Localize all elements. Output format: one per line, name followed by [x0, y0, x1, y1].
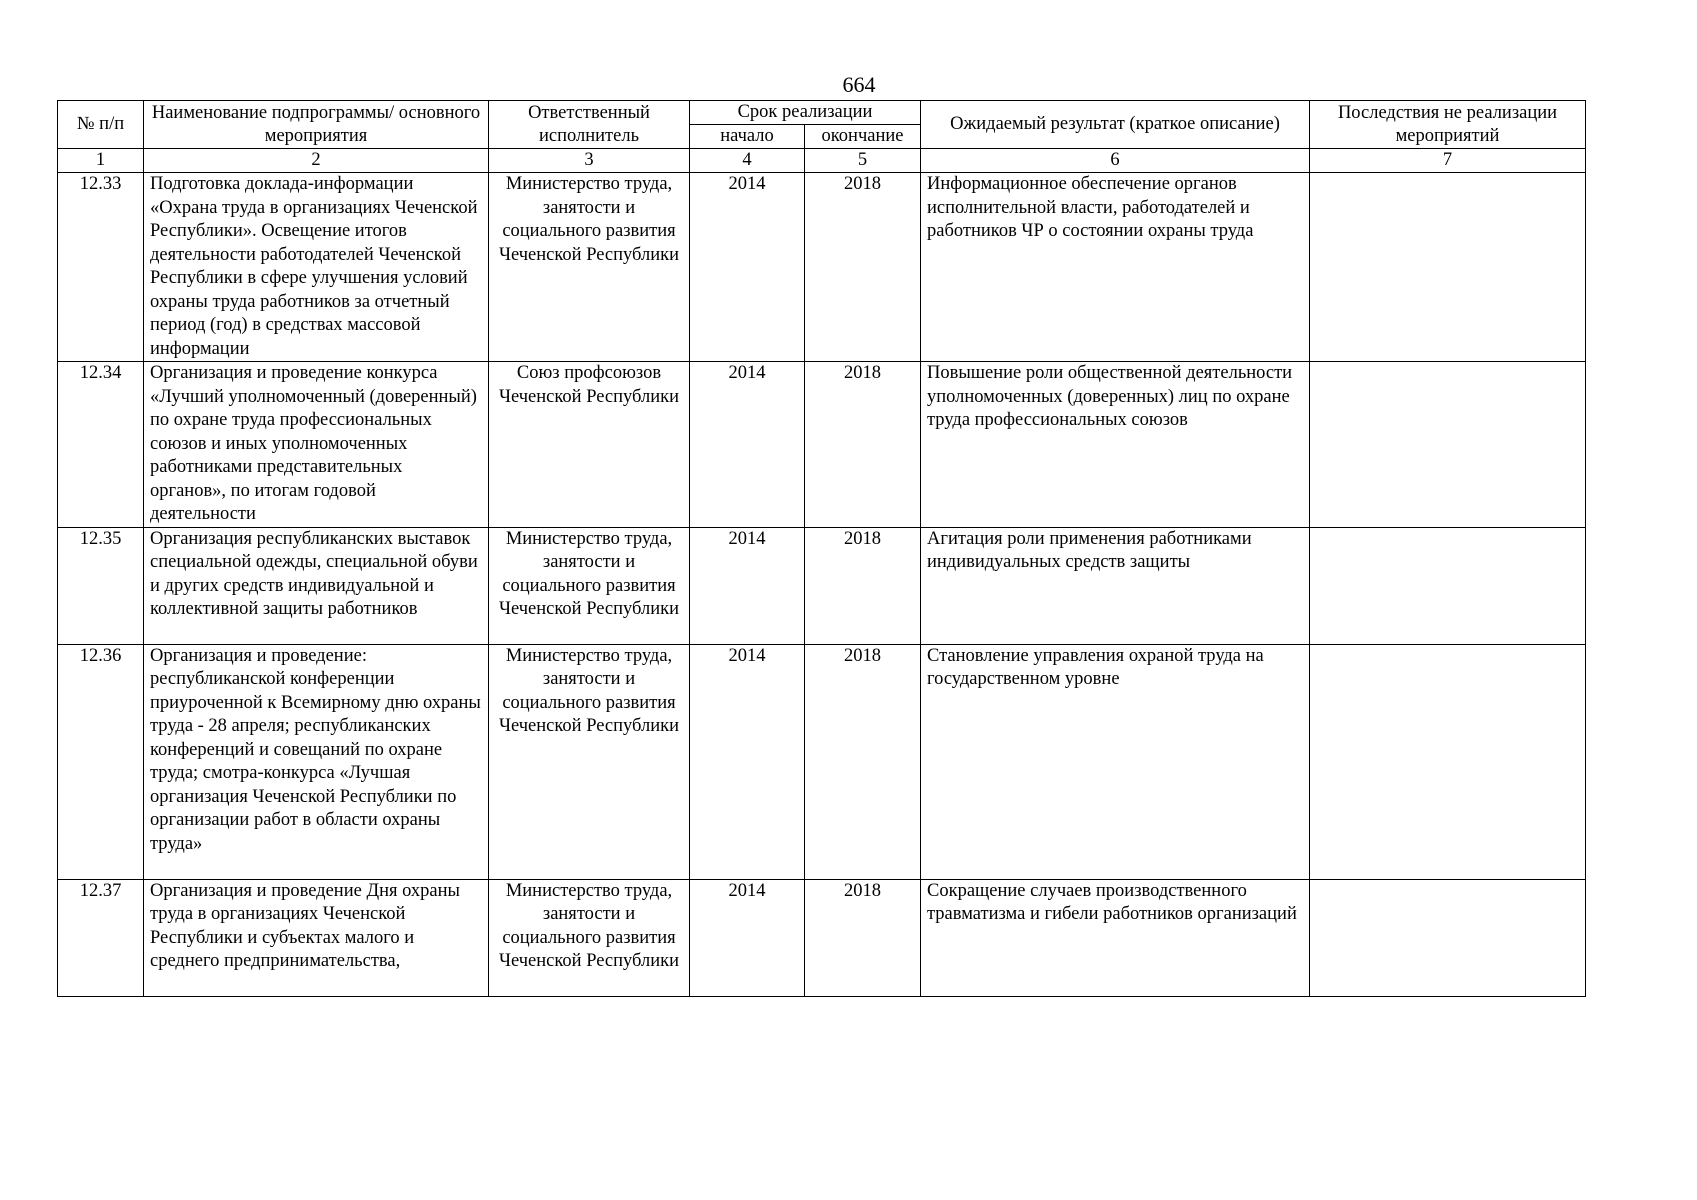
header-executor: Ответственный исполнитель	[489, 101, 690, 149]
measure-name: Подготовка доклада-информации «Охрана труда в организациях Чеченской Республики». Освещение итогов деятельности работодателей Чеченской Республики в сфере улучшения условий охраны труда работников за отчетный период (год) в средствах массовой информации	[144, 173, 489, 362]
column-number: 5	[805, 149, 921, 173]
row-number: 12.34	[58, 362, 144, 528]
end-year: 2018	[805, 362, 921, 528]
end-year: 2018	[805, 527, 921, 644]
header-row-1	[58, 101, 1586, 125]
end-year: 2018	[805, 173, 921, 362]
header-name: Наименование подпрограммы/ основного мероприятия	[144, 101, 489, 149]
start-year: 2014	[690, 362, 805, 528]
table-row	[58, 362, 1586, 528]
start-year: 2014	[690, 879, 805, 996]
consequences	[1310, 173, 1586, 362]
column-number: 7	[1310, 149, 1586, 173]
row-number: 12.36	[58, 644, 144, 879]
executor: Министерство труда, занятости и социального развития Чеченской Республики	[489, 527, 690, 644]
measure-name: Организация и проведение конкурса «Лучший уполномоченный (доверенный) по охране труда профессиональных союзов и иных уполномоченных работниками представительных органов», по итогам годовой деятельности	[144, 362, 489, 528]
executor: Министерство труда, занятости и социального развития Чеченской Республики	[489, 644, 690, 879]
consequences	[1310, 362, 1586, 528]
column-number: 3	[489, 149, 690, 173]
end-year: 2018	[805, 644, 921, 879]
end-year: 2018	[805, 879, 921, 996]
measure-name: Организация и проведение Дня охраны труда в организациях Чеченской Республики и субъектах малого и среднего предпринимательства,	[144, 879, 489, 996]
executor: Союз профсоюзов Чеченской Республики	[489, 362, 690, 528]
expected-result: Информационное обеспечение органов исполнительной власти, работодателей и работников ЧР о состоянии охраны труда	[921, 173, 1310, 362]
column-number: 6	[921, 149, 1310, 173]
table-row	[58, 527, 1586, 644]
measure-name: Организация и проведение: республиканской конференции приуроченной к Всемирному дню охраны труда - 28 апреля; республиканских конференций и совещаний по охране труда; смотра-конкурса «Лучшая организация Чеченской Республики по организации работ в области охраны труда»	[144, 644, 489, 879]
expected-result: Становление управления охраной труда на государственном уровне	[921, 644, 1310, 879]
page-number: 664	[842, 72, 876, 97]
table-row	[58, 879, 1586, 996]
column-number: 2	[144, 149, 489, 173]
row-number: 12.37	[58, 879, 144, 996]
measure-name: Организация республиканских выставок специальной одежды, специальной обуви и других средств индивидуальной и коллективной защиты работников	[144, 527, 489, 644]
table-row	[58, 173, 1586, 362]
column-number: 4	[690, 149, 805, 173]
start-year: 2014	[690, 527, 805, 644]
column-number: 1	[58, 149, 144, 173]
consequences	[1310, 527, 1586, 644]
table-row	[58, 644, 1586, 879]
row-number: 12.35	[58, 527, 144, 644]
expected-result: Сокращение случаев производственного травматизма и гибели работников организаций	[921, 879, 1310, 996]
consequences	[1310, 644, 1586, 879]
header-start: начало	[690, 125, 805, 149]
measures-table	[57, 100, 1586, 997]
executor: Министерство труда, занятости и социального развития Чеченской Республики	[489, 173, 690, 362]
column-numbers-row	[58, 149, 1586, 173]
header-end: окончание	[805, 125, 921, 149]
executor: Министерство труда, занятости и социального развития Чеченской Республики	[489, 879, 690, 996]
start-year: 2014	[690, 173, 805, 362]
consequences	[1310, 879, 1586, 996]
row-number: 12.33	[58, 173, 144, 362]
expected-result: Повышение роли общественной деятельности уполномоченных (доверенных) лиц по охране труда профессиональных союзов	[921, 362, 1310, 528]
header-num: № п/п	[58, 101, 144, 149]
start-year: 2014	[690, 644, 805, 879]
header-period: Срок реализации	[690, 101, 921, 125]
expected-result: Агитация роли применения работниками индивидуальных средств защиты	[921, 527, 1310, 644]
header-consequences: Последствия не реализации мероприятий	[1310, 101, 1586, 149]
header-result: Ожидаемый результат (краткое описание)	[921, 101, 1310, 149]
